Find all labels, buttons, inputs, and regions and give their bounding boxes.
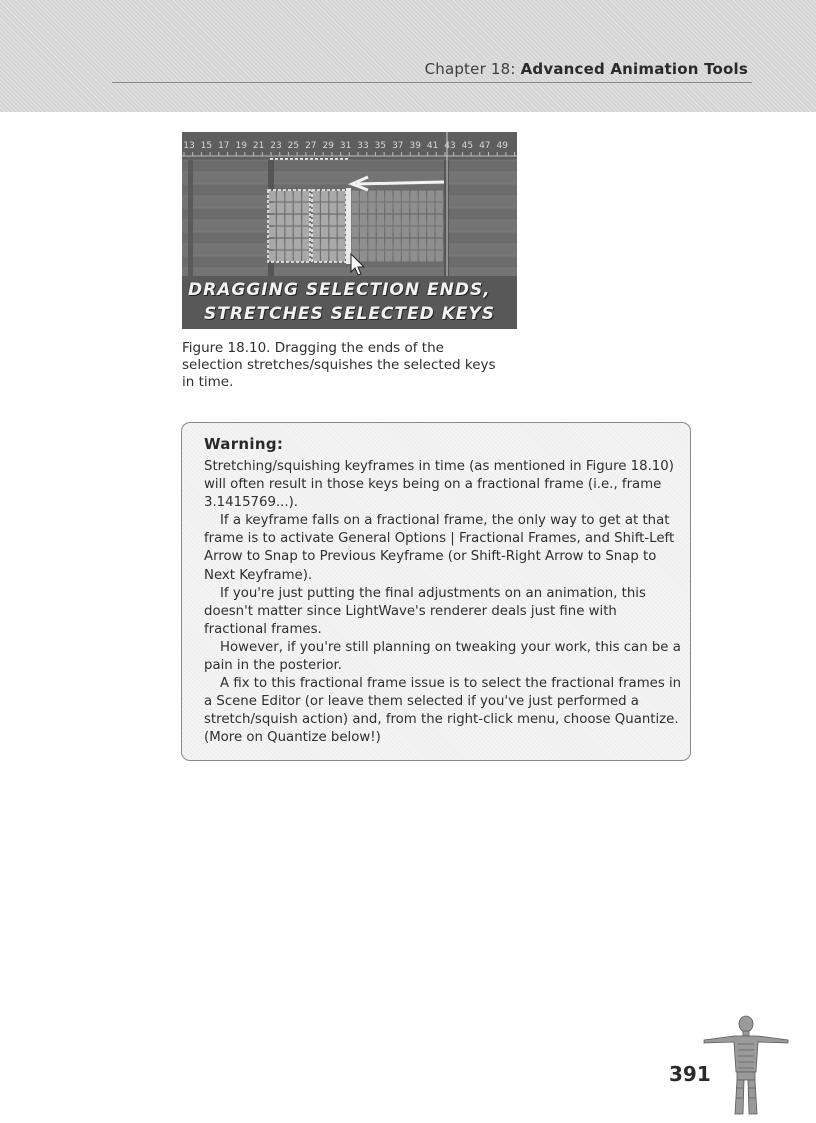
key-cell (436, 191, 443, 202)
key-cell (313, 215, 320, 226)
key-cell (410, 191, 417, 202)
key-cell (360, 227, 367, 238)
ruler-label: 39 (409, 141, 421, 151)
ruler-label: 27 (305, 141, 317, 151)
key-cell (321, 191, 328, 202)
key-cell (352, 215, 359, 226)
key-cell (302, 215, 309, 226)
key-cell (385, 203, 392, 214)
key-cell (360, 239, 367, 250)
key-cell (338, 203, 345, 214)
key-cell (313, 191, 320, 202)
key-cell (368, 251, 375, 262)
key-cell (285, 239, 292, 250)
key-cell (436, 239, 443, 250)
key-cell (394, 239, 401, 250)
key-cell (313, 251, 320, 262)
key-cell (294, 203, 301, 214)
key-cell (321, 227, 328, 238)
key-cell (329, 227, 336, 238)
ruler-label: 23 (270, 141, 282, 151)
key-cell (277, 251, 284, 262)
key-cell (269, 239, 276, 250)
key-cell (419, 227, 426, 238)
key-cell (269, 203, 276, 214)
key-cell (321, 203, 328, 214)
key-cell (285, 191, 292, 202)
key-cell (419, 251, 426, 262)
key-cell (410, 203, 417, 214)
ruler-label: 47 (479, 141, 491, 151)
key-cell (338, 191, 345, 202)
key-cell (402, 215, 409, 226)
key-cell (329, 203, 336, 214)
key-cell (402, 239, 409, 250)
key-cell (302, 191, 309, 202)
key-cell (313, 203, 320, 214)
key-cell (394, 227, 401, 238)
key-cell (329, 191, 336, 202)
key-cell (410, 227, 417, 238)
track-row (182, 160, 517, 172)
warning-paragraph: A fix to this fractional frame issue is to select the fractional frames in a Scene Editor (or leave them selected if you've just performed a stretch/squish action) and, from the right-click menu, choose Quantize. (More on Quantize below!) (204, 676, 682, 746)
ruler-label: 35 (374, 141, 387, 151)
key-cell (394, 203, 401, 214)
key-cell (294, 227, 301, 238)
key-cell (352, 191, 359, 202)
ruler-label: 21 (252, 141, 265, 151)
key-cell (285, 251, 292, 262)
warning-body (204, 458, 682, 748)
selection-end-handle (346, 188, 351, 264)
key-cell (419, 215, 426, 226)
key-cell (436, 215, 443, 226)
channel-marker (188, 160, 193, 276)
key-cell (321, 215, 328, 226)
key-cell (385, 239, 392, 250)
key-cell (329, 251, 336, 262)
key-cell (360, 251, 367, 262)
ruler-label: 33 (357, 141, 369, 151)
key-cell (402, 227, 409, 238)
key-cell (394, 191, 401, 202)
key-cell (277, 227, 284, 238)
running-head (425, 60, 748, 78)
key-cell (368, 203, 375, 214)
key-cell (377, 203, 384, 214)
key-cell (338, 227, 345, 238)
warning-paragraph: However, if you're still planning on tweaking your work, this can be a pain in the posterior. (204, 639, 681, 674)
key-cell (352, 227, 359, 238)
key-cell (427, 251, 434, 262)
key-cell (302, 239, 309, 250)
figure-overlay-line-2: STRETCHES SELECTED KEYS (204, 304, 495, 324)
key-cell (427, 227, 434, 238)
key-cell (368, 227, 375, 238)
key-cell (427, 191, 434, 202)
key-cell (294, 215, 301, 226)
key-cell (269, 227, 276, 238)
key-cell (419, 239, 426, 250)
warning-paragraph: If a keyframe falls on a fractional frame, the only way to get at that frame is to activate General Options | Fractional Frames, and Shift-Left Arrow to Snap to Previous Keyframe (or Shift-Right Arrow to Snap to Next Keyframe). (204, 513, 675, 583)
key-cell (402, 251, 409, 262)
key-cell (352, 203, 359, 214)
key-cell (377, 215, 384, 226)
key-cell (402, 203, 409, 214)
key-cell (269, 191, 276, 202)
key-cell (410, 239, 417, 250)
key-cell (377, 251, 384, 262)
key-cell (338, 239, 345, 250)
key-cell (377, 239, 384, 250)
key-cell (313, 239, 320, 250)
ruler-label: 19 (235, 141, 247, 151)
key-cell (394, 251, 401, 262)
key-cell (277, 215, 284, 226)
figure-caption: Figure 18.10. Dragging the ends of the selection stretches/squishes the selected keys in time. (182, 340, 496, 390)
key-cell (302, 251, 309, 262)
track-row (182, 172, 517, 184)
drag-direction-arrow (357, 182, 444, 184)
ruler-label: 43 (444, 141, 456, 151)
key-cell (321, 239, 328, 250)
key-cell (427, 215, 434, 226)
key-cell (277, 239, 284, 250)
key-cell (360, 191, 367, 202)
ruler-label: 17 (218, 141, 230, 151)
tpose-figure-icon (694, 1014, 794, 1119)
warning-box (181, 422, 691, 761)
key-cell (352, 239, 359, 250)
warning-paragraph: If you're just putting the final adjustments on an animation, this doesn't matter since LightWave's renderer deals just fine with fractional frames. (204, 585, 646, 637)
ruler-label: 41 (426, 141, 439, 151)
key-cell (427, 203, 434, 214)
figure-overlay-line-1: DRAGGING SELECTION ENDS, (188, 280, 491, 300)
key-cell (302, 203, 309, 214)
key-cell (294, 239, 301, 250)
key-cell (285, 203, 292, 214)
warning-title: Warning: (204, 435, 284, 453)
key-cell (394, 215, 401, 226)
key-cell (269, 251, 276, 262)
ruler-label: 37 (392, 141, 404, 151)
key-cell (385, 227, 392, 238)
key-cell (368, 215, 375, 226)
key-cell (436, 251, 443, 262)
warning-paragraph: Stretching/squishing keyframes in time (as mentioned in Figure 18.10) will often result in those keys being on a fractional frame (i.e., frame 3.1415769...). (204, 459, 674, 511)
key-cell (377, 191, 384, 202)
page-header-band (0, 0, 816, 112)
key-cell (277, 203, 284, 214)
ruler-label: 25 (287, 141, 300, 151)
key-cell (338, 251, 345, 262)
figure-screenshot (182, 132, 517, 329)
key-cell (285, 227, 292, 238)
key-cell (294, 191, 301, 202)
key-cell (385, 191, 392, 202)
key-cell (321, 251, 328, 262)
chapter-title: Advanced Animation Tools (520, 60, 748, 78)
ruler-label: 13 (183, 141, 195, 151)
key-cell (436, 227, 443, 238)
key-cell (329, 215, 336, 226)
key-cell (427, 239, 434, 250)
key-cell (385, 215, 392, 226)
ruler-label: 31 (339, 141, 352, 151)
key-cell (285, 215, 292, 226)
key-cell (385, 251, 392, 262)
key-cell (377, 227, 384, 238)
ruler-label: 45 (461, 141, 474, 151)
ruler-label: 29 (322, 141, 334, 151)
page-number: 391 (669, 1062, 711, 1086)
key-cell (436, 203, 443, 214)
key-cell (402, 191, 409, 202)
ruler-label: 15 (200, 141, 213, 151)
key-cell (269, 215, 276, 226)
key-cell (360, 203, 367, 214)
ruler-label: 49 (496, 141, 508, 151)
key-cell (329, 239, 336, 250)
key-cell (410, 215, 417, 226)
key-cell (368, 239, 375, 250)
key-cell (419, 203, 426, 214)
key-cell (419, 191, 426, 202)
key-cell (277, 191, 284, 202)
key-cell (338, 215, 345, 226)
key-cell (360, 215, 367, 226)
key-cell (302, 227, 309, 238)
key-cell (313, 227, 320, 238)
key-cell (368, 191, 375, 202)
header-rule (112, 82, 752, 83)
key-cell (410, 251, 417, 262)
chapter-label: Chapter 18: (424, 60, 521, 78)
key-cell (294, 251, 301, 262)
